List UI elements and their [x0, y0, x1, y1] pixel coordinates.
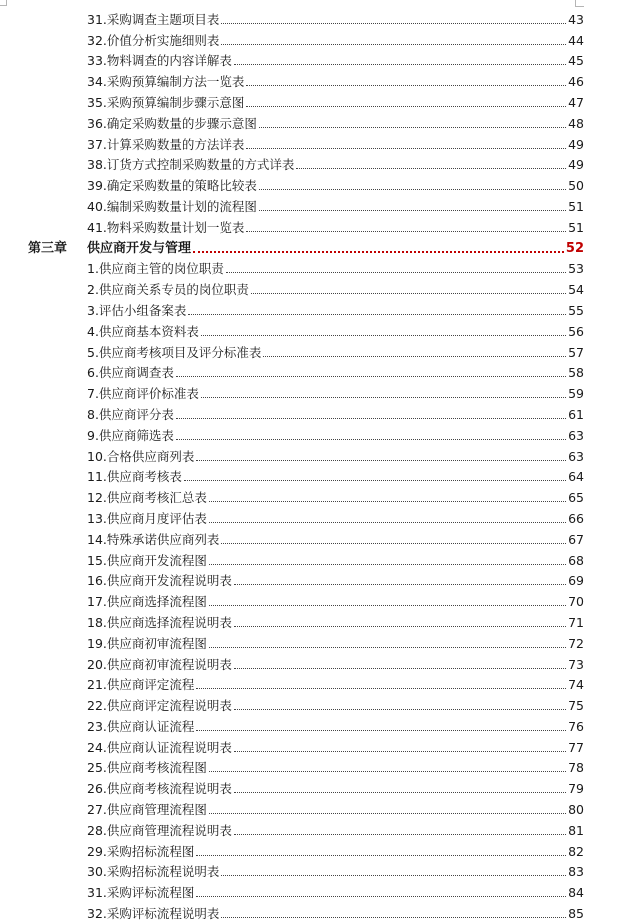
toc-entry[interactable]: [28, 484, 584, 505]
toc-entry[interactable]: [28, 713, 584, 734]
dot-leader: [176, 376, 566, 377]
dot-leader: [196, 688, 566, 689]
toc-entry[interactable]: [28, 152, 584, 173]
dot-leader: [246, 106, 566, 107]
toc-entry[interactable]: [28, 692, 584, 713]
toc-entry-page-number: 66: [568, 510, 584, 526]
toc-entry[interactable]: [28, 526, 584, 547]
toc-entry-page-number: 53: [568, 261, 584, 277]
toc-entry-page-number: 75: [568, 698, 584, 714]
dot-leader: [196, 460, 566, 461]
toc-entry-title: 31.采购调查主题项目表: [87, 11, 220, 27]
toc-entry-title: 27.供应商管理流程图: [87, 802, 207, 818]
toc-entry[interactable]: [28, 48, 584, 69]
toc-entry-page-number: 71: [568, 614, 584, 630]
toc-entry[interactable]: [28, 568, 584, 589]
toc-entry[interactable]: [28, 755, 584, 776]
dot-leader: [209, 605, 566, 606]
toc-entry[interactable]: [28, 505, 584, 526]
dot-leader: [234, 626, 566, 627]
toc-entry-page-number: 59: [568, 386, 584, 402]
toc-entry-page-number: 85: [568, 906, 584, 922]
toc-entry-title: 24.供应商认证流程说明表: [87, 739, 232, 755]
toc-entry[interactable]: [28, 588, 584, 609]
toc-entry-title: 28.供应商管理流程说明表: [87, 822, 232, 838]
toc-entry-page-number: 57: [568, 344, 584, 360]
toc-entry[interactable]: [28, 734, 584, 755]
dot-leader: [263, 356, 566, 357]
toc-entry-title: 39.确定采购数量的策略比较表: [87, 178, 257, 194]
toc-entry-title: 26.供应商考核流程说明表: [87, 781, 232, 797]
dot-leader: [221, 917, 566, 918]
toc-entry[interactable]: [28, 422, 584, 443]
dot-leader: [209, 771, 566, 772]
toc-entry-title: 33.物料调查的内容详解表: [87, 53, 232, 69]
toc-entry-page-number: 69: [568, 573, 584, 589]
dot-leader: [246, 148, 566, 149]
toc-entry[interactable]: [28, 172, 584, 193]
toc-entry-page-number: 51: [568, 198, 584, 214]
toc-entry-title: 36.确定采购数量的步骤示意图: [87, 115, 257, 131]
toc-entry[interactable]: [28, 360, 584, 381]
chapter-page-number: 52: [565, 240, 584, 256]
toc-entry[interactable]: [28, 256, 584, 277]
dot-leader: [234, 64, 566, 65]
toc-entry-page-number: 49: [568, 136, 584, 152]
toc-entry-title: 6.供应商调查表: [87, 365, 174, 381]
dot-leader: [201, 335, 566, 336]
toc-entry[interactable]: [28, 318, 584, 339]
toc-entry-title: 4.供应商基本资料表: [87, 323, 199, 339]
toc-entry-title: 17.供应商选择流程图: [87, 594, 207, 610]
toc-entry-page-number: 77: [568, 739, 584, 755]
toc-entry[interactable]: [28, 401, 584, 422]
toc-entry[interactable]: [28, 214, 584, 235]
toc-entry[interactable]: [28, 297, 584, 318]
toc-entry-page-number: 58: [568, 365, 584, 381]
toc-entry[interactable]: [28, 131, 584, 152]
toc-entry-page-number: 51: [568, 219, 584, 235]
toc-entry-title: 1.供应商主管的岗位职责: [87, 261, 224, 277]
toc-entry-page-number: 78: [568, 760, 584, 776]
chapter-number: 第三章: [28, 240, 68, 256]
toc-entry[interactable]: [28, 609, 584, 630]
toc-entry-page-number: 72: [568, 635, 584, 651]
toc-entry-title: 13.供应商月度评估表: [87, 510, 207, 526]
dot-leader: [234, 751, 566, 752]
toc-chapter-row[interactable]: [28, 235, 584, 256]
toc-entry[interactable]: [28, 110, 584, 131]
dot-leader: [221, 875, 566, 876]
dot-leader: [259, 127, 566, 128]
toc-entry-page-number: 46: [568, 74, 584, 90]
dot-leader: [221, 543, 566, 544]
toc-entry-title: 21.供应商评定流程: [87, 677, 195, 693]
toc-entry-page-number: 84: [568, 885, 584, 901]
toc-entry[interactable]: [28, 68, 584, 89]
toc-entry[interactable]: [28, 817, 584, 838]
toc-entry-title: 11.供应商考核表: [87, 469, 182, 485]
dot-leader: [259, 210, 566, 211]
dot-leader: [209, 647, 566, 648]
toc-entry[interactable]: [28, 900, 584, 921]
dot-leader: [209, 501, 566, 502]
table-of-contents: [28, 6, 584, 921]
dot-leader: [234, 668, 566, 669]
toc-entry[interactable]: [28, 796, 584, 817]
toc-entry-page-number: 50: [568, 178, 584, 194]
toc-entry[interactable]: [28, 27, 584, 48]
toc-entry-page-number: 61: [568, 406, 584, 422]
toc-entry-title: 15.供应商开发流程图: [87, 552, 207, 568]
toc-entry-title: 18.供应商选择流程说明表: [87, 614, 232, 630]
toc-section-after: [28, 256, 584, 922]
toc-entry-title: 5.供应商考核项目及评分标准表: [87, 344, 262, 360]
toc-entry[interactable]: [28, 89, 584, 110]
chapter-title: 供应商开发与管理: [87, 240, 192, 256]
toc-entry-page-number: 56: [568, 323, 584, 339]
dot-leader: [246, 85, 566, 86]
toc-entry-page-number: 82: [568, 843, 584, 859]
dot-leader: [234, 792, 566, 793]
dot-leader: [176, 418, 566, 419]
dot-leader: [234, 709, 566, 710]
toc-entry-title: 38.订货方式控制采购数量的方式详表: [87, 157, 295, 173]
toc-entry[interactable]: [28, 193, 584, 214]
toc-entry-page-number: 65: [568, 490, 584, 506]
dot-leader: [251, 293, 566, 294]
toc-entry-title: 14.特殊承诺供应商列表: [87, 531, 220, 547]
toc-entry-page-number: 81: [568, 822, 584, 838]
toc-entry-title: 35.采购预算编制步骤示意图: [87, 94, 245, 110]
toc-entry[interactable]: [28, 6, 584, 27]
dot-leader: [221, 44, 566, 45]
toc-entry-page-number: 48: [568, 115, 584, 131]
toc-entry-title: 31.采购评标流程图: [87, 885, 195, 901]
toc-entry-title: 16.供应商开发流程说明表: [87, 573, 232, 589]
dot-leader: [234, 584, 566, 585]
toc-entry-page-number: 63: [568, 448, 584, 464]
toc-entry-page-number: 67: [568, 531, 584, 547]
dot-leader: [226, 272, 566, 273]
toc-entry-title: 19.供应商初审流程图: [87, 635, 207, 651]
dot-leader: [234, 834, 566, 835]
toc-entry-page-number: 54: [568, 282, 584, 298]
toc-entry-title: 8.供应商评分表: [87, 406, 174, 422]
toc-entry[interactable]: [28, 339, 584, 360]
toc-entry-title: 32.价值分析实施细则表: [87, 32, 220, 48]
toc-entry-title: 29.采购招标流程图: [87, 843, 195, 859]
toc-entry-page-number: 76: [568, 718, 584, 734]
dot-leader: [201, 397, 566, 398]
dot-leader: [196, 855, 566, 856]
toc-entry-title: 34.采购预算编制方法一览表: [87, 74, 245, 90]
toc-entry-title: 10.合格供应商列表: [87, 448, 195, 464]
toc-entry[interactable]: [28, 276, 584, 297]
toc-entry-title: 20.供应商初审流程说明表: [87, 656, 232, 672]
toc-entry-title: 22.供应商评定流程说明表: [87, 698, 232, 714]
toc-entry-page-number: 45: [568, 53, 584, 69]
page-corner-mark-left: [0, 0, 7, 6]
toc-entry-title: 9.供应商筛选表: [87, 427, 174, 443]
toc-entry[interactable]: [28, 672, 584, 693]
toc-entry-title: 41.物料采购数量计划一览表: [87, 219, 245, 235]
toc-entry-page-number: 49: [568, 157, 584, 173]
toc-entry-title: 2.供应商关系专员的岗位职责: [87, 282, 249, 298]
toc-entry[interactable]: [28, 630, 584, 651]
toc-entry-page-number: 68: [568, 552, 584, 568]
toc-entry-title: 37.计算采购数量的方法详表: [87, 136, 245, 152]
dot-leader: [246, 231, 566, 232]
toc-entry-page-number: 74: [568, 677, 584, 693]
toc-entry-page-number: 73: [568, 656, 584, 672]
dot-leader: [209, 813, 566, 814]
toc-entry-title: 40.编制采购数量计划的流程图: [87, 198, 257, 214]
toc-entry[interactable]: [28, 464, 584, 485]
toc-entry-title: 25.供应商考核流程图: [87, 760, 207, 776]
toc-entry-title: 23.供应商认证流程: [87, 718, 195, 734]
toc-entry-page-number: 43: [568, 11, 584, 27]
toc-entry[interactable]: [28, 380, 584, 401]
toc-entry-page-number: 83: [568, 864, 584, 880]
dot-leader: [209, 564, 566, 565]
toc-entry[interactable]: [28, 838, 584, 859]
dot-leader: [188, 314, 566, 315]
toc-entry-page-number: 55: [568, 302, 584, 318]
toc-entry-page-number: 64: [568, 469, 584, 485]
toc-entry[interactable]: [28, 443, 584, 464]
toc-entry-page-number: 63: [568, 427, 584, 443]
dot-leader: [209, 522, 566, 523]
dot-leader: [196, 730, 566, 731]
dot-leader: [184, 480, 566, 481]
dot-leader: [193, 251, 564, 253]
toc-entry-title: 32.采购评标流程说明表: [87, 906, 220, 922]
toc-entry-page-number: 79: [568, 781, 584, 797]
toc-entry[interactable]: [28, 775, 584, 796]
dot-leader: [196, 896, 566, 897]
dot-leader: [176, 439, 566, 440]
toc-entry-page-number: 80: [568, 802, 584, 818]
toc-entry[interactable]: [28, 651, 584, 672]
toc-section-before: [28, 6, 584, 235]
toc-entry-title: 7.供应商评价标准表: [87, 386, 199, 402]
toc-entry[interactable]: [28, 547, 584, 568]
toc-entry-page-number: 47: [568, 94, 584, 110]
toc-entry-title: 3.评估小组备案表: [87, 302, 187, 318]
toc-entry[interactable]: [28, 859, 584, 880]
toc-entry-page-number: 44: [568, 32, 584, 48]
toc-entry-page-number: 70: [568, 594, 584, 610]
dot-leader: [296, 168, 566, 169]
toc-entry[interactable]: [28, 879, 584, 900]
dot-leader: [221, 23, 566, 24]
toc-entry-title: 30.采购招标流程说明表: [87, 864, 220, 880]
toc-entry-title: 12.供应商考核汇总表: [87, 490, 207, 506]
dot-leader: [259, 189, 566, 190]
